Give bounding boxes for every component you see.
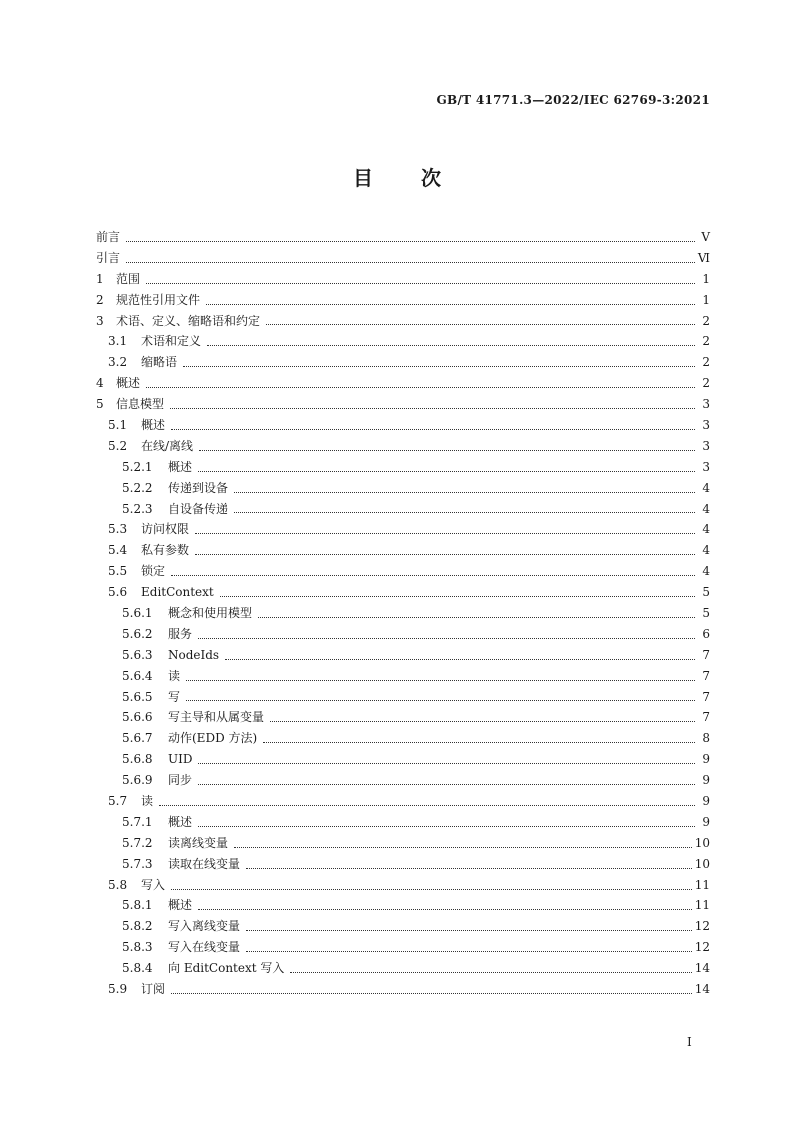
toc-entry-page: 9	[702, 773, 710, 788]
toc-entry[interactable]	[96, 603, 710, 624]
toc-entry-page: 7	[702, 647, 710, 662]
toc-entry-page: 8	[702, 731, 710, 746]
toc-leader-dots	[171, 574, 695, 576]
toc-entry[interactable]	[96, 979, 710, 1000]
toc-leader-dots	[171, 428, 695, 430]
toc-entry[interactable]	[96, 666, 710, 687]
toc-entry-page: 7	[702, 710, 710, 725]
toc-leader-dots	[171, 888, 692, 890]
toc-entry-label: 服务	[168, 626, 193, 641]
toc-entry-page: 7	[702, 668, 710, 683]
toc-entry-number: 5.2.1	[122, 459, 153, 474]
toc-leader-dots	[199, 449, 695, 451]
toc-entry-page: 1	[702, 271, 710, 286]
toc-entry[interactable]	[96, 770, 710, 791]
toc-leader-dots	[126, 261, 695, 263]
toc-entry-number: 5.6.1	[122, 606, 153, 621]
toc-entry-label: 写	[168, 689, 181, 704]
toc-entry-label: 范围	[116, 271, 141, 286]
toc-leader-dots	[198, 470, 695, 472]
toc-entry-label: 写主导和从属变量	[168, 710, 265, 725]
toc-entry-label: 自设备传递	[168, 501, 229, 516]
toc-entry-number: 5.2	[108, 438, 128, 453]
toc-entry-label: 动作(EDD 方法)	[168, 731, 258, 746]
toc-entry-number: 5.5	[108, 564, 128, 579]
standard-number: GB/T 41771.3—2022/IEC 62769-3:2021	[436, 93, 710, 107]
toc-entry-page: 3	[702, 397, 710, 412]
toc-entry-page: 9	[702, 752, 710, 767]
toc-entry-page: 11	[694, 898, 710, 913]
toc-entry-label: 概述	[168, 814, 193, 829]
title-char-1: 目	[353, 166, 373, 190]
toc-entry[interactable]	[96, 833, 710, 854]
toc-entry[interactable]	[96, 582, 710, 603]
toc-entry-number: 5.8	[108, 877, 128, 892]
toc-entry-number: 5.6.2	[122, 626, 153, 641]
toc-entry[interactable]	[96, 896, 710, 917]
toc-leader-dots	[186, 699, 695, 701]
toc-entry-number: 5.6.7	[122, 731, 153, 746]
toc-leader-dots	[258, 616, 695, 618]
toc-entry-page: 2	[702, 355, 710, 370]
toc-entry-page: 5	[702, 606, 710, 621]
toc-entry-page: 12	[694, 940, 710, 955]
toc-entry-page: 4	[702, 543, 710, 558]
toc-entry-page: 14	[694, 961, 710, 976]
toc-entry-page: 10	[694, 856, 710, 871]
toc-entry-label: 概述	[168, 898, 193, 913]
toc-entry-page: 2	[702, 313, 710, 328]
toc-entry-page: 2	[702, 376, 710, 391]
toc-entry-label: 私有参数	[141, 543, 190, 558]
toc-entry-page: 10	[694, 835, 710, 850]
toc-entry[interactable]	[96, 916, 710, 937]
toc-entry[interactable]	[96, 248, 710, 269]
toc-entry-number: 5.7.3	[122, 856, 153, 871]
toc-entry-label: 引言	[96, 250, 121, 265]
toc-entry-label: 术语、定义、缩略语和约定	[116, 313, 261, 328]
toc-entry-page: 4	[702, 564, 710, 579]
toc-entry-number: 5.8.1	[122, 898, 153, 913]
toc-entry[interactable]	[96, 540, 710, 561]
toc-entry[interactable]	[96, 290, 710, 311]
toc-leader-dots	[146, 386, 695, 388]
toc-entry[interactable]	[96, 478, 710, 499]
toc-entry[interactable]	[96, 227, 710, 248]
toc-entry-number: 5.4	[108, 543, 128, 558]
toc-entry-number: 5.3	[108, 522, 128, 537]
toc-entry[interactable]	[96, 499, 710, 520]
toc-entry-label: 读取在线变量	[168, 856, 241, 871]
toc-entry-number: 5.6.4	[122, 668, 153, 683]
toc-entry-page: 3	[702, 418, 710, 432]
toc-entry-number: 5.6.5	[122, 689, 153, 704]
toc-leader-dots	[234, 846, 692, 848]
toc-entry-label: 订阅	[141, 982, 166, 997]
toc-entry-number: 5.8.3	[122, 940, 153, 955]
toc-leader-dots	[225, 658, 695, 660]
toc-leader-dots	[246, 950, 692, 952]
toc-leader-dots	[171, 992, 692, 994]
toc-entry-page: 4	[702, 522, 710, 537]
toc-entry-page: 2	[702, 334, 710, 349]
toc-leader-dots	[195, 553, 695, 555]
toc-entry-number: 5.6.8	[122, 752, 153, 767]
toc-leader-dots	[126, 240, 695, 242]
toc-entry-number: 5.7.2	[122, 835, 153, 850]
toc-entry-label: EditContext	[141, 585, 214, 600]
toc-entry[interactable]	[96, 394, 710, 415]
toc-leader-dots	[170, 407, 695, 409]
toc-entry-label: 读	[141, 794, 154, 809]
toc-entry[interactable]	[96, 457, 710, 478]
toc-leader-dots	[186, 679, 695, 681]
toc-entry-page: Ⅵ	[697, 250, 710, 265]
toc-leader-dots	[270, 720, 695, 722]
toc-entry-page: 6	[702, 626, 710, 641]
toc-entry-page: 12	[694, 919, 710, 934]
toc-leader-dots	[220, 595, 695, 597]
toc-entry-number: 5.6.9	[122, 773, 153, 788]
toc-entry-label: 写入	[141, 877, 166, 892]
toc-entry-page: 9	[702, 794, 710, 809]
toc-entry-page: 9	[702, 814, 710, 829]
toc-entry-number: 5	[96, 397, 104, 412]
toc-entry-number: 5.2.2	[122, 480, 153, 495]
toc-entry[interactable]	[96, 645, 710, 666]
toc-leader-dots	[183, 365, 695, 367]
toc-entry[interactable]	[96, 352, 710, 373]
toc-entry-page: 1	[702, 292, 710, 307]
toc-entry-number: 5.9	[108, 982, 128, 997]
toc-entry-page: Ⅴ	[701, 229, 710, 244]
toc-entry-page: 4	[702, 501, 710, 516]
toc-entry-label: NodeIds	[168, 647, 220, 662]
toc-entry[interactable]	[96, 687, 710, 708]
toc-entry-label: 读	[168, 668, 181, 683]
toc-entry[interactable]	[96, 854, 710, 875]
toc-entry-label: 概述	[116, 376, 141, 391]
toc-entry-number: 5.7	[108, 794, 128, 809]
toc-entry-page: 14	[694, 982, 710, 997]
toc-entry-number: 1	[96, 271, 104, 286]
toc-entry-label: 前言	[96, 229, 121, 244]
toc-entry-number: 3.1	[108, 334, 128, 349]
toc-entry-label: 锁定	[141, 564, 166, 579]
toc-entry-number: 5.8.4	[122, 961, 153, 976]
toc-entry-number: 5.8.2	[122, 919, 153, 934]
toc-entry-number: 2	[96, 292, 104, 307]
toc-leader-dots	[198, 783, 695, 785]
toc-leader-dots	[266, 323, 695, 325]
toc-entry-label: 概念和使用模型	[168, 606, 253, 621]
toc-entry[interactable]	[96, 561, 710, 582]
toc-entry-label: 信息模型	[116, 397, 165, 412]
toc-entry[interactable]	[96, 331, 710, 352]
toc-entry-page: 4	[702, 480, 710, 495]
toc-leader-dots	[234, 491, 695, 493]
footer-page-number: I	[687, 1035, 692, 1049]
toc-entry-label: 术语和定义	[141, 334, 202, 349]
toc-entry[interactable]	[96, 791, 710, 812]
toc-leader-dots	[207, 344, 695, 346]
toc-entry[interactable]	[96, 728, 710, 749]
page-title	[0, 162, 794, 191]
toc-entry[interactable]	[96, 269, 710, 290]
toc-entry-page: 11	[694, 877, 710, 892]
toc-entry-page: 5	[702, 585, 710, 600]
toc-entry-label: 缩略语	[141, 355, 178, 370]
toc-entry-number: 5.1	[108, 418, 128, 432]
toc-entry[interactable]	[96, 436, 710, 457]
toc-entry-label: 概述	[168, 459, 193, 474]
toc-entry[interactable]	[96, 812, 710, 833]
toc-leader-dots	[159, 804, 695, 806]
toc-leader-dots	[195, 532, 695, 534]
toc-entry-page: 3	[702, 459, 710, 474]
toc-entry-label: UID	[168, 752, 193, 767]
toc-entry[interactable]	[96, 707, 710, 728]
toc-leader-dots	[246, 867, 692, 869]
toc-entry[interactable]	[96, 311, 710, 332]
toc-leader-dots	[246, 929, 692, 931]
title-char-2: 次	[421, 166, 441, 190]
toc-entry-label: 传递到设备	[168, 480, 229, 495]
toc-leader-dots	[198, 908, 692, 910]
toc-entry-label: 向 EditContext 写入	[168, 961, 285, 976]
toc-entry-number: 5.2.3	[122, 501, 153, 516]
toc-entry[interactable]	[96, 519, 710, 540]
toc-entry-number: 3.2	[108, 355, 128, 370]
toc-entry-number: 5.6.6	[122, 710, 153, 725]
toc-leader-dots	[146, 282, 695, 284]
toc-entry[interactable]	[96, 937, 710, 958]
toc-leader-dots	[198, 762, 695, 764]
toc-entry-number: 3	[96, 313, 104, 328]
toc-entry-label: 在线/离线	[141, 438, 194, 453]
toc-entry[interactable]	[96, 749, 710, 770]
toc-entry-label: 访问权限	[141, 522, 190, 537]
toc-entry[interactable]	[96, 373, 710, 394]
toc-entry-label: 读离线变量	[168, 835, 229, 850]
toc-entry[interactable]	[96, 624, 710, 645]
table-of-contents	[96, 227, 710, 1000]
toc-entry-label: 写入在线变量	[168, 940, 241, 955]
toc-entry[interactable]	[96, 875, 710, 896]
toc-entry-page: 3	[702, 438, 710, 453]
toc-entry-label: 概述	[141, 418, 166, 432]
toc-entry-number: 5.7.1	[122, 814, 153, 829]
toc-entry[interactable]	[96, 958, 710, 979]
toc-entry-label: 写入离线变量	[168, 919, 241, 934]
toc-entry[interactable]	[96, 415, 710, 436]
toc-leader-dots	[206, 303, 695, 305]
toc-entry-number: 5.6.3	[122, 647, 153, 662]
toc-leader-dots	[263, 741, 695, 743]
toc-entry-label: 同步	[168, 773, 193, 788]
toc-leader-dots	[198, 825, 695, 827]
toc-leader-dots	[198, 637, 695, 639]
toc-leader-dots	[234, 511, 695, 513]
toc-entry-label: 规范性引用文件	[116, 292, 201, 307]
toc-entry-number: 5.6	[108, 585, 128, 600]
toc-entry-page: 7	[702, 689, 710, 704]
toc-leader-dots	[290, 971, 691, 973]
toc-entry-number: 4	[96, 376, 104, 391]
